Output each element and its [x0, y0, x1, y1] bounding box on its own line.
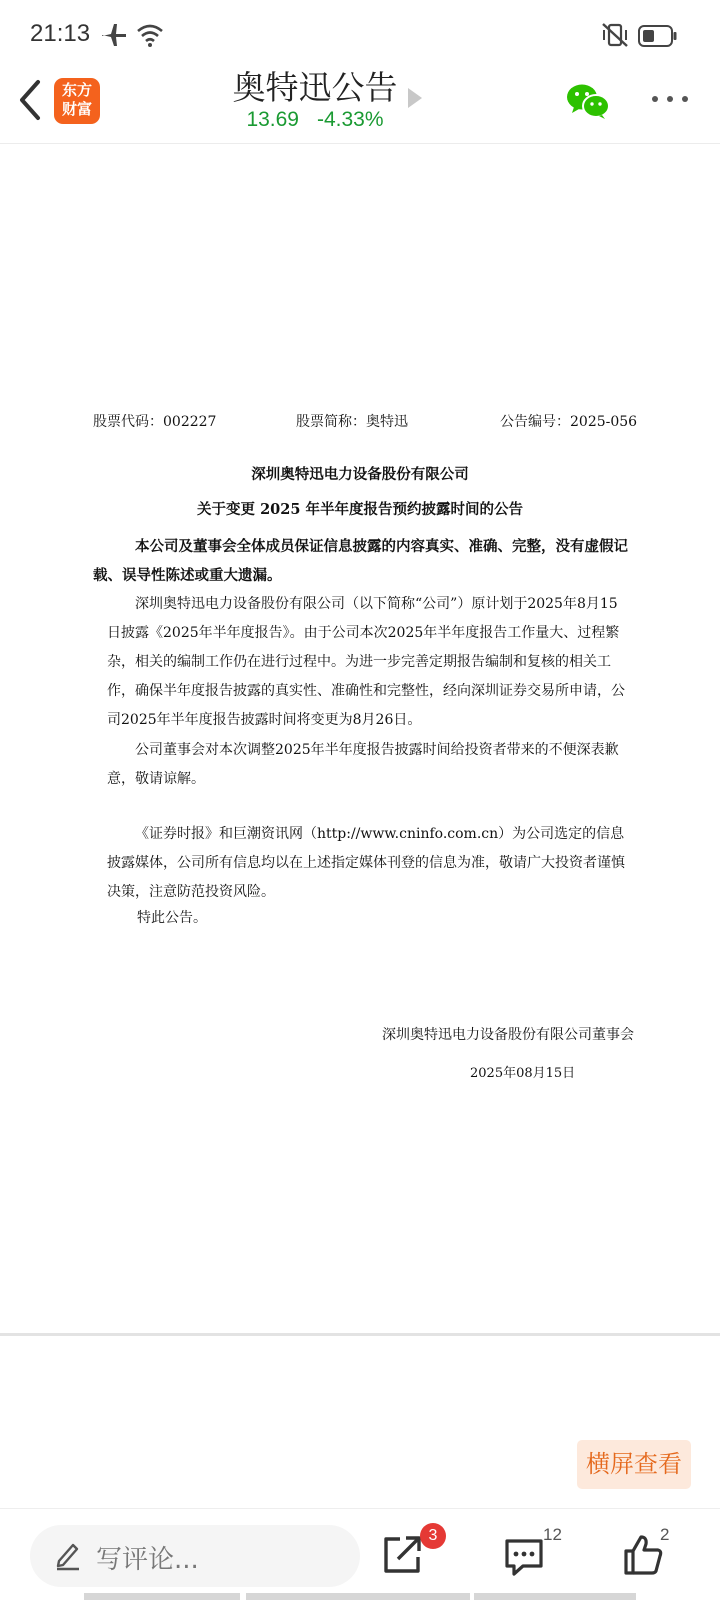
- stock-price: 13.69: [246, 108, 299, 131]
- wifi-icon: [136, 22, 164, 48]
- notice-number: 公告编号：2025-056: [500, 414, 638, 430]
- company-name: 深圳奥特迅电力设备股份有限公司: [251, 466, 469, 483]
- back-button[interactable]: [12, 76, 48, 124]
- section-divider: [0, 1333, 720, 1336]
- eastmoney-logo[interactable]: [54, 78, 100, 124]
- stock-quote[interactable]: [200, 108, 430, 132]
- board-statement: 本公司及董事会全体成员保证信息披露的内容真实、准确、完整，没有虚假记载、误导性陈述或重大遗漏。: [93, 538, 628, 584]
- top-nav-bar: [0, 60, 720, 144]
- wechat-share-icon[interactable]: [566, 82, 610, 120]
- comment-input[interactable]: [30, 1525, 360, 1587]
- announcement-date: 2025年08月15日: [470, 1066, 576, 1081]
- battery-icon: [638, 24, 678, 48]
- scroll-indicator: [84, 1593, 240, 1600]
- comments-icon[interactable]: [503, 1537, 545, 1577]
- share-icon[interactable]: [382, 1533, 424, 1575]
- likes-count: 2: [660, 1525, 670, 1544]
- comment-placeholder: 写评论...: [96, 1545, 199, 1575]
- stock-short-name: 股票简称：奥特迅: [296, 414, 408, 430]
- page-title: 奥特迅公告: [232, 68, 398, 107]
- stock-code: 股票代码：002227: [93, 414, 217, 430]
- thumbs-up-icon[interactable]: [622, 1533, 664, 1577]
- more-options-button[interactable]: [650, 90, 690, 110]
- brand-line1: 东方: [61, 81, 92, 99]
- signature: 深圳奥特迅电力设备股份有限公司董事会: [382, 1027, 634, 1043]
- airplane-icon: [100, 22, 128, 48]
- body-paragraph-1: 深圳奥特迅电力设备股份有限公司（以下简称“公司”）原计划于2025年8月15日披露《2025年半年度报告》。由于公司本次2025年半年度报告工作量大、过程繁杂，相关的编制工作仍在进行过程中。为进一步完善定期报告编制和复核的相关工作，确保半年度报告披露的真实性、准确性和完整性，经向深圳证券交易所申请，公司2025年半年度报告披露时间将变更为8月26日。: [107, 596, 625, 728]
- body-paragraph-3: 《证券时报》和巨潮资讯网（http://www.cninfo.com.cn）为公司选定的信息披露媒体，公司所有信息均以在上述指定媒体刊登的信息为准，敬请广大投资者谨慎决策，注意防范投资风险。: [107, 826, 625, 900]
- body-paragraph-2: 公司董事会对本次调整2025年半年度报告披露时间给投资者带来的不便深表歉意，敬请谅解。: [107, 742, 619, 787]
- status-time: 21:13: [30, 20, 91, 47]
- landscape-view-button[interactable]: 横屏查看: [577, 1440, 691, 1489]
- expand-arrow-icon[interactable]: [408, 88, 422, 108]
- brand-line2: 财富: [61, 100, 92, 118]
- bottom-action-bar: [0, 1508, 720, 1600]
- announcement-title: 关于变更 2025 年半年度报告预约披露时间的公告: [197, 501, 523, 518]
- share-badge: 3: [420, 1523, 446, 1549]
- scroll-indicator: [474, 1593, 636, 1600]
- closing-remark: 特此公告。: [137, 910, 207, 926]
- stock-change: -4.33%: [317, 108, 384, 131]
- announcement-document: [0, 146, 720, 1334]
- pencil-icon: [54, 1539, 82, 1571]
- comments-count: 12: [543, 1525, 562, 1544]
- vibrate-mute-icon: [600, 22, 630, 48]
- scroll-indicator: [246, 1593, 470, 1600]
